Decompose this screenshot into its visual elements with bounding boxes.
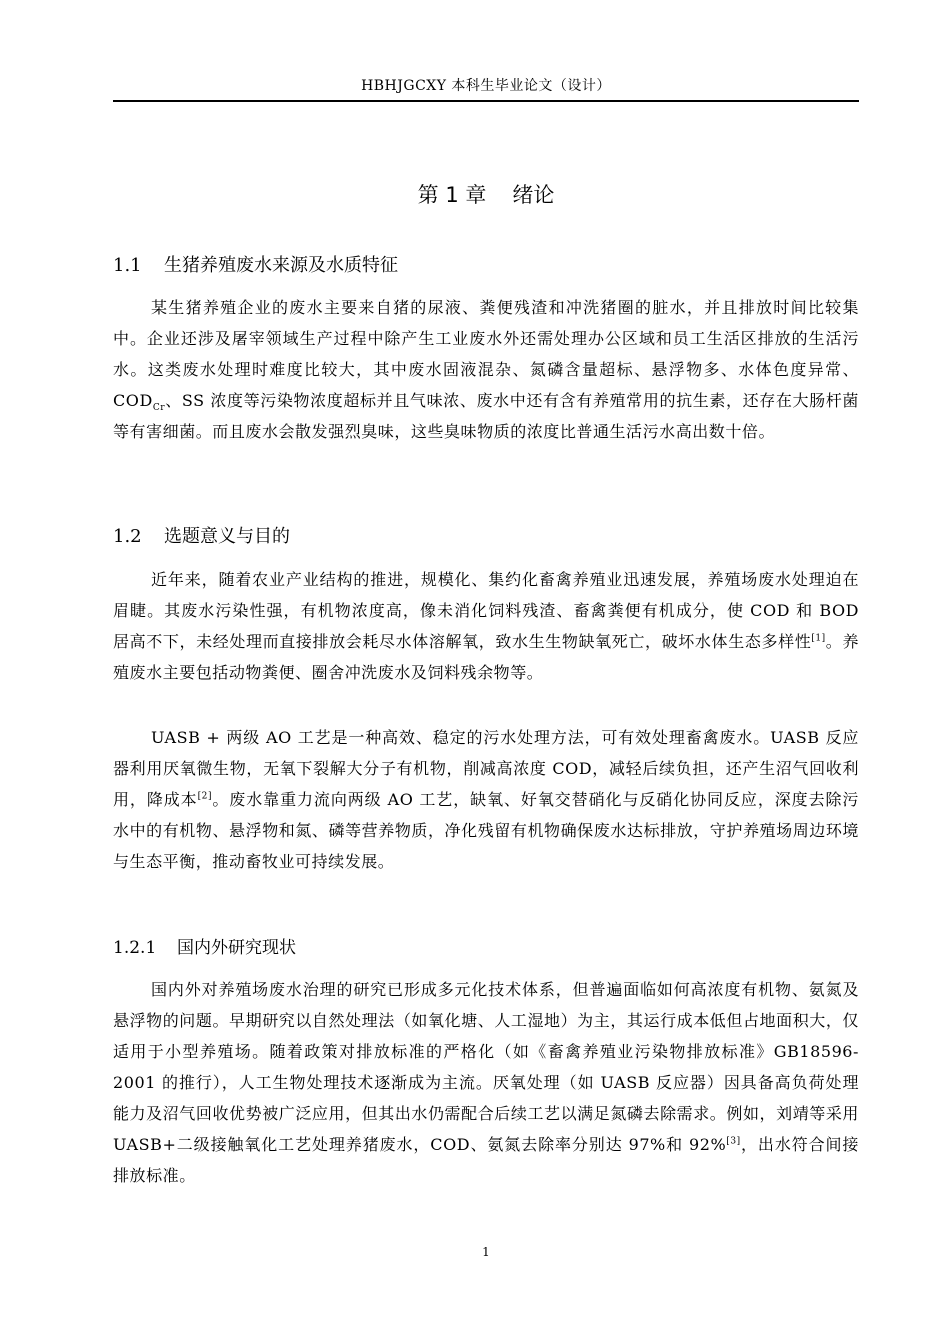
section-number: 1.2.1: [113, 938, 157, 958]
section-title: 生猪养殖废水来源及水质特征: [164, 255, 398, 276]
section-heading-1-1: [113, 253, 398, 279]
paragraph-text: 国内外对养殖场废水治理的研究已形成多元化技术体系，但普遍面临如何高浓度有机物、氨氮及悬浮物的问题。早期研究以自然处理法（如氧化塘、人工湿地）为主，其运行成本低但占地面积大，仅适用于小型养殖场。随着政策对排放标准的严格化（如《畜禽养殖业污染物排放标准》GB18596-2001 的推行），人工生物处理技术逐渐成为主流。厌氧处理（如 UASB 反应器）因具备高负荷处理能力及沼气回收优势被广泛应用，但其出水仍需配合后续工艺以满足氮磷去除需求。例如，刘靖等采用 UASB+二级接触氧化工艺处理养猪废水，COD、氨氮去除率分别达 97%和 92%: [113, 980, 859, 1154]
paragraph-text: 。养殖废水主要包括动物粪便、圈舍冲洗废水及饲料残余物等。: [113, 632, 859, 682]
paragraph-wastewater-source: [113, 292, 859, 447]
chapter-number: 第 1 章: [417, 183, 487, 207]
chapter-title: [113, 180, 859, 210]
paragraph-text: 、SS 浓度等污染物浓度超标并且气味浓、废水中还有含有养殖常用的抗生素，还存在大肠杆菌等有害细菌。而且废水会散发强烈臭味，这些臭味物质的浓度比普通生活污水高出数十倍。: [113, 391, 859, 441]
paragraph-significance: [113, 564, 859, 688]
citation-ref-1[interactable]: [1]: [811, 633, 826, 644]
citation-ref-2[interactable]: [2]: [197, 791, 213, 802]
section-number: 1.1: [113, 255, 142, 276]
section-title: 国内外研究现状: [177, 938, 296, 958]
paragraph-research-status: [113, 974, 859, 1191]
citation-ref-3[interactable]: [3]: [726, 1136, 741, 1147]
section-title: 选题意义与目的: [164, 526, 290, 547]
section-heading-1-2: [113, 524, 290, 550]
subscript-cr: Cr: [152, 403, 166, 414]
header-rule: [113, 100, 859, 102]
paragraph-text: 。废水靠重力流向两级 AO 工艺，缺氧、好氧交替硝化与反硝化协同反应，深度去除污水中的有机物、悬浮物和氮、磷等营养物质，净化残留有机物确保废水达标排放，守护养殖场周边环境与生态平衡，推动畜牧业可持续发展。: [113, 790, 859, 871]
running-header: HBHJGCXY 本科生毕业论文（设计）: [361, 78, 611, 94]
paragraph-text: UASB + 两级 AO 工艺是一种高效、稳定的污水处理方法，可有效处理畜禽废水。UASB 反应器利用厌氧微生物，无氧下裂解大分子有机物，削减高浓度 COD，减轻后续负担，还产生沼气回收利用，降成本: [113, 728, 859, 809]
section-heading-1-2-1: [113, 935, 296, 961]
paragraph-uasb-ao: [113, 722, 859, 877]
chapter-name: 绪论: [512, 183, 555, 207]
page-number: 1: [482, 1245, 490, 1259]
paragraph-text: 某生猪养殖企业的废水主要来自猪的尿液、粪便残渣和冲洗猪圈的脏水，并且排放时间比较集中。企业还涉及屠宰领域生产过程中除产生工业废水外还需处理办公区域和员工生活区排放的生活污水。这类废水处理时难度比较大，其中废水固液混杂、氮磷含量超标、悬浮物多、水体色度异常、COD: [113, 298, 859, 410]
paragraph-text: ，出水符合间接排放标准。: [113, 1135, 859, 1185]
paragraph-text: 近年来，随着农业产业结构的推进，规模化、集约化畜禽养殖业迅速发展，养殖场废水处理迫在眉睫。其废水污染性强，有机物浓度高，像未消化饲料残渣、畜禽粪便有机成分，使 COD 和 BOD 居高不下，未经处理而直接排放会耗尽水体溶解氧，致水生生物缺氧死亡，破坏水体生态多样性: [113, 570, 859, 651]
section-number: 1.2: [113, 526, 142, 547]
